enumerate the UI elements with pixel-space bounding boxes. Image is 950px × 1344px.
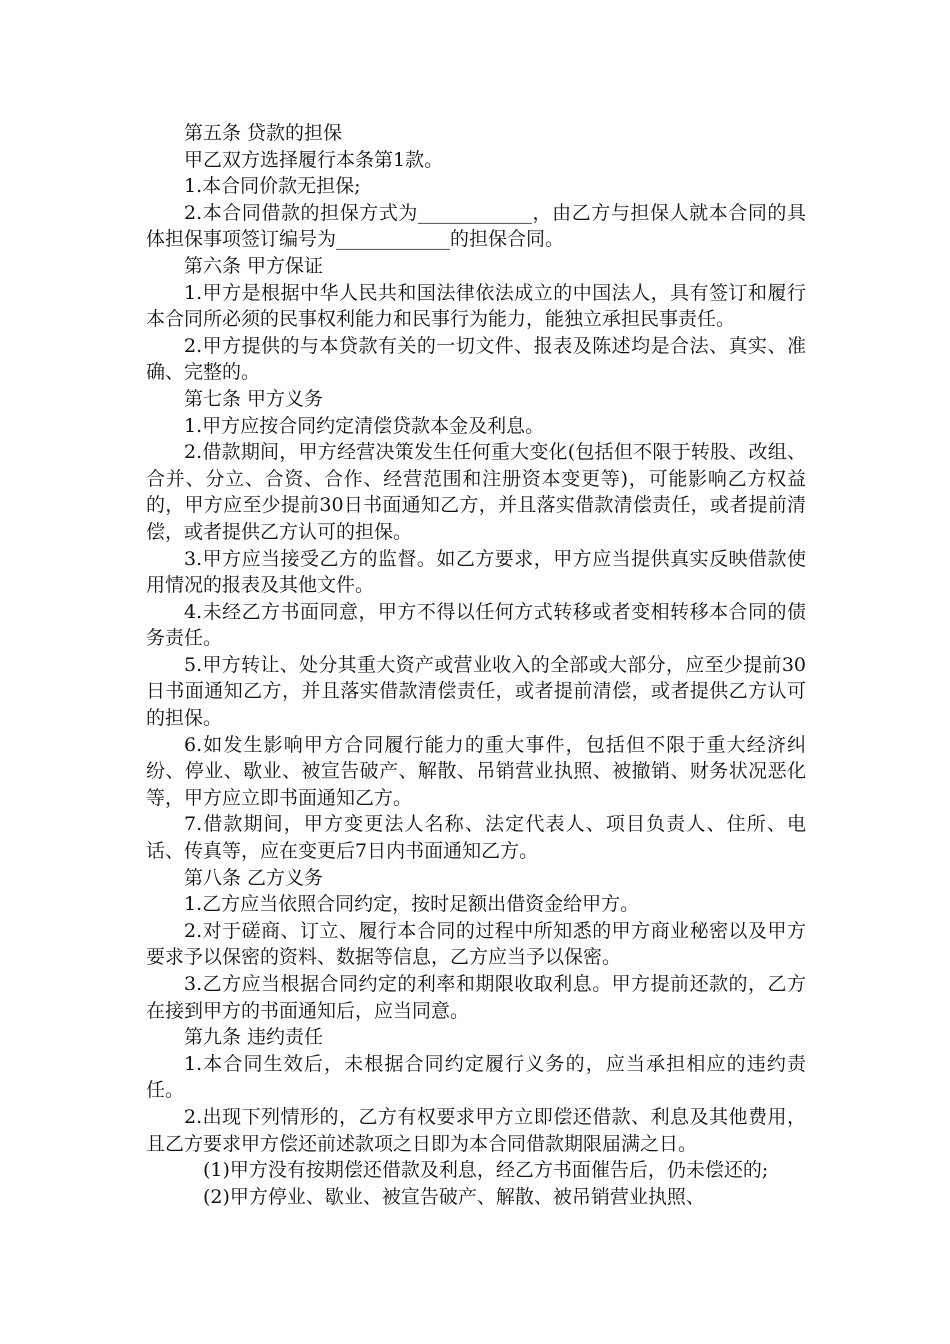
paragraph: 3.甲方应当接受乙方的监督。如乙方要求，甲方应当提供真实反映借款使用情况的报表及其他文件。 xyxy=(146,547,806,597)
paragraph: 2.本合同借款的担保方式为____________，由乙方与担保人就本合同的具体担保事项签订编号为____________的担保合同。 xyxy=(146,201,806,251)
list-item: (1)甲方没有按期偿还借款及利息，经乙方书面催告后，仍未偿还的; xyxy=(203,1159,769,1182)
article-9-heading: 第九条 违约责任 xyxy=(184,1026,324,1049)
paragraph: 3.乙方应当根据合同约定的利率和期限收取利息。甲方提前还款的，乙方在接到甲方的书面通知后，应当同意。 xyxy=(146,973,806,1022)
list-item: (2)甲方停业、歇业、被宣告破产、解散、被吊销营业执照、 xyxy=(203,1185,705,1208)
paragraph: 6.如发生影响甲方合同履行能力的重大事件，包括但不限于重大经济纠纷、停业、歇业、被宣告破产、解散、吊销营业执照、被撤销、财务状况恶化等，甲方应立即书面通知乙方。 xyxy=(146,733,806,809)
paragraph: 2.甲方提供的与本贷款有关的一切文件、报表及陈述均是合法、真实、准确、完整的。 xyxy=(146,334,806,384)
paragraph: 1.甲方是根据中华人民共和国法律依法成立的中国法人，具有签订和履行本合同所必须的民事权利能力和民事行为能力，能独立承担民事责任。 xyxy=(146,281,806,331)
paragraph: 2.对于磋商、订立、履行本合同的过程中所知悉的甲方商业秘密以及甲方要求予以保密的资料、数据等信息，乙方应当予以保密。 xyxy=(146,919,806,969)
paragraph: 1.甲方应按合同约定清偿贷款本金及利息。 xyxy=(184,414,545,437)
paragraph: 4.未经乙方书面同意，甲方不得以任何方式转移或者变相转移本合同的债务责任。 xyxy=(146,600,806,650)
article-6-heading: 第六条 甲方保证 xyxy=(184,254,324,277)
paragraph: 5.甲方转让、处分其重大资产或营业收入的全部或大部分，应至少提前30日书面通知乙方，并且落实借款清偿责任，或者提前清偿，或者提供乙方认可的担保。 xyxy=(146,653,806,730)
paragraph: 甲乙双方选择履行本条第1款。 xyxy=(184,148,444,171)
article-8-heading: 第八条 乙方义务 xyxy=(184,866,324,889)
paragraph: 1.本合同价款无担保; xyxy=(184,175,361,198)
article-7-heading: 第七条 甲方义务 xyxy=(184,387,324,410)
paragraph: 1.本合同生效后，未根据合同约定履行义务的，应当承担相应的违约责任。 xyxy=(146,1052,806,1102)
paragraph: 2.出现下列情形的，乙方有权要求甲方立即偿还借款、利息及其他费用，且乙方要求甲方偿还前述款项之日即为本合同借款期限届满之日。 xyxy=(146,1105,806,1155)
paragraph: 1.乙方应当依照合同约定，按时足额出借资金给甲方。 xyxy=(184,893,640,916)
document-page xyxy=(146,120,806,1210)
paragraph: 7.借款期间，甲方变更法人名称、法定代表人、项目负责人、住所、电话、传真等，应在变更后7日内书面通知乙方。 xyxy=(146,813,806,863)
paragraph: 2.借款期间，甲方经营决策发生任何重大变化(包括但不限于转股、改组、合并、分立、合资、合作、经营范围和注册资本变更等)，可能影响乙方权益的，甲方应至少提前30日书面通知乙方，并且落实借款清偿责任，或者提前清偿，或者提供乙方认可的担保。 xyxy=(146,441,806,543)
article-5-heading: 第五条 贷款的担保 xyxy=(184,122,343,144)
